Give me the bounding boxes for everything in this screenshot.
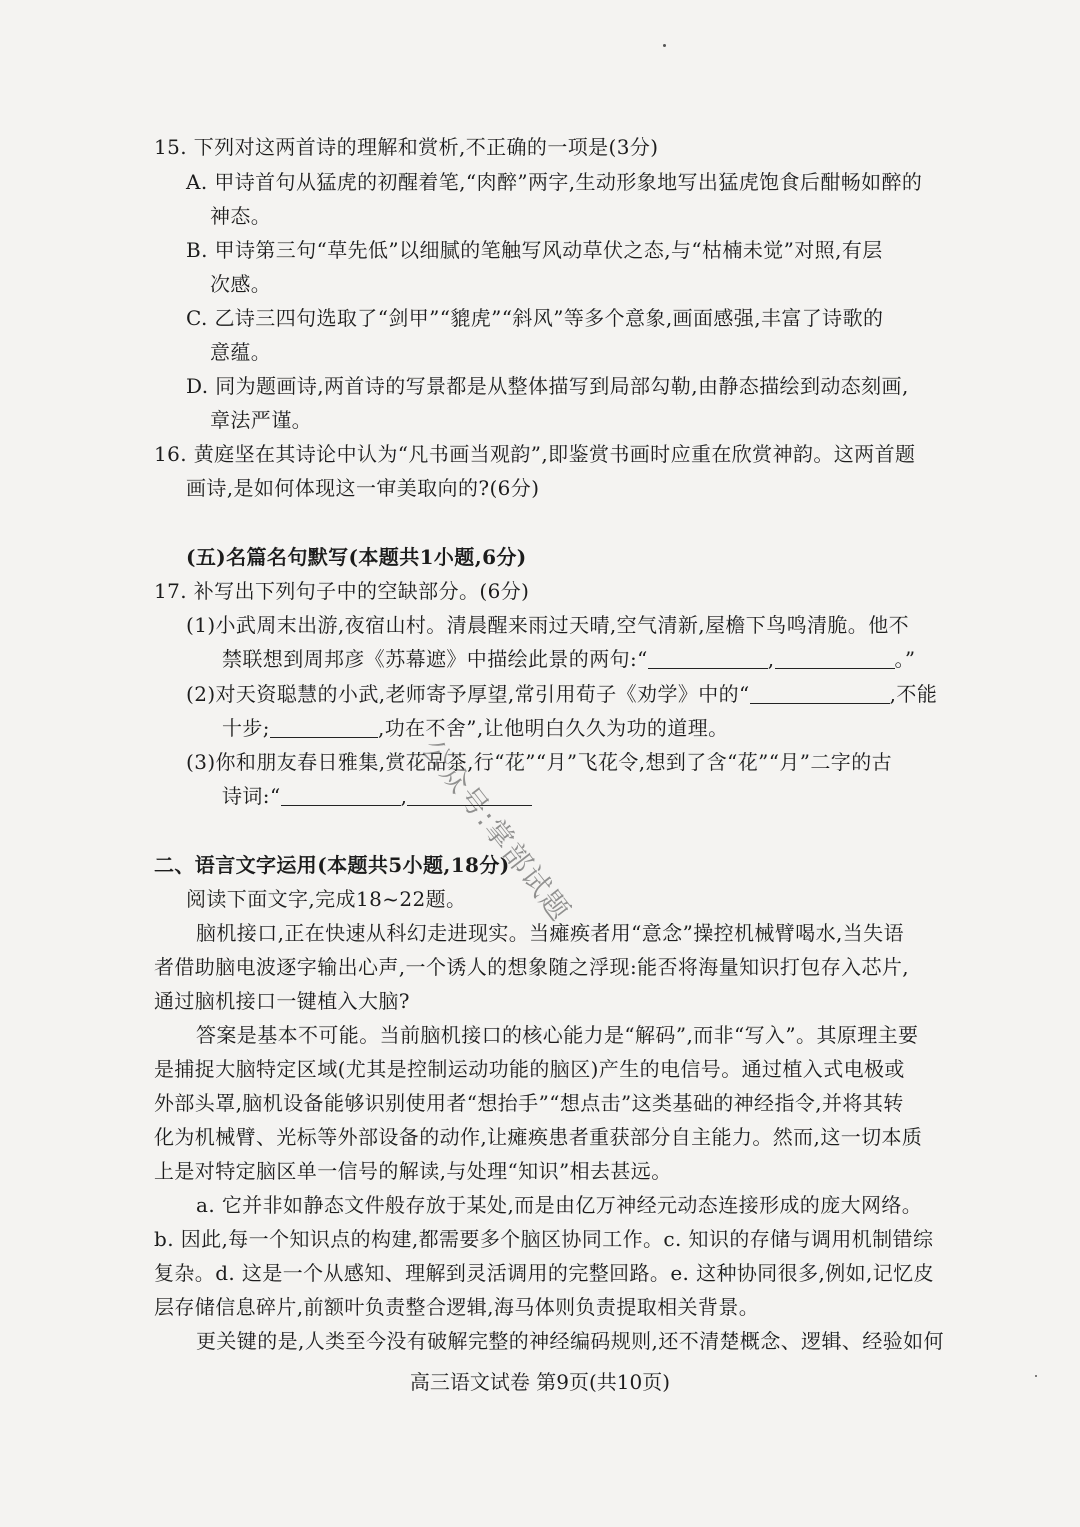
- passage-line: 外部头罩,脑机设备能够识别使用者“想抬手”“想点击”这类基础的神经指令,并将其转: [154, 1091, 904, 1115]
- scan-speck: [663, 44, 666, 47]
- passage-line: b. 因此,每一个知识点的构建,都需要多个脑区协同工作。c. 知识的存储与调用机制错综: [154, 1227, 934, 1251]
- q17-item-2-text: (2)对天资聪慧的小武,老师寄予厚望,常引用荀子《劝学》中的“: [186, 682, 750, 706]
- q15-option-c: C. 乙诗三四句选取了“剑甲”“貔虎”“斜风”等多个意象,画面感强,丰富了诗歌的: [186, 306, 884, 330]
- q17-item-3-text: 诗词:“: [222, 784, 281, 808]
- q16-stem: 16. 黄庭坚在其诗论中认为“凡书画当观韵”,即鉴赏书画时应重在欣赏神韵。这两首题: [154, 442, 916, 466]
- passage-line: 更关键的是,人类至今没有破解完整的神经编码规则,还不清楚概念、逻辑、经验如何: [196, 1329, 944, 1353]
- q15-option-b-cont: 次感。: [210, 272, 272, 296]
- q17-item-1-cont: [222, 644, 916, 674]
- passage-line: a. 它并非如静态文件般存放于某处,而是由亿万神经元动态连接形成的庞大网络。: [196, 1193, 923, 1217]
- comma: ,: [767, 647, 775, 671]
- q17-item-2-end: ,不能: [889, 682, 938, 706]
- q15-option-c-cont: 意蕴。: [210, 340, 272, 364]
- answer-blank[interactable]: [775, 648, 895, 669]
- q17-item-2-text: 十步;: [222, 716, 270, 740]
- q16-stem-cont: 画诗,是如何体现这一审美取向的?(6分): [186, 476, 540, 500]
- passage-line: 化为机械臂、光标等外部设备的动作,让瘫痪患者重获部分自主能力。然而,这一切本质: [154, 1125, 923, 1149]
- passage-line: 层存储信息碎片,前额叶负责整合逻辑,海马体则负责提取相关背景。: [154, 1295, 760, 1319]
- passage-line: 上是对特定脑区单一信号的解读,与处理“知识”相去甚远。: [154, 1159, 672, 1183]
- q17-item-3: (3)你和朋友春日雅集,赏花品茶,行“花”“月”飞花令,想到了含“花”“月”二字的古: [186, 750, 892, 774]
- q17-item-2-cont: [222, 713, 729, 743]
- answer-blank[interactable]: [281, 785, 401, 806]
- passage-line: 者借助脑电波逐字输出心声,一个诱人的想象随之浮现:能否将海量知识打包存入芯片,: [154, 955, 910, 979]
- q15-option-d-cont: 章法严谨。: [210, 408, 312, 432]
- answer-blank[interactable]: [750, 683, 890, 704]
- answer-blank[interactable]: [270, 717, 378, 738]
- passage-line: 复杂。d. 这是一个从感知、理解到灵活调用的完整回路。e. 这种协同很多,例如,记忆皮: [154, 1261, 934, 1285]
- q15-option-a: A. 甲诗首句从猛虎的初醒着笔,“肉醉”两字,生动形象地写出猛虎饱食后酣畅如醉的: [186, 170, 923, 194]
- closing-quote: 。”: [894, 647, 916, 671]
- q15-stem: 15. 下列对这两首诗的理解和赏析,不正确的一项是(3分): [154, 135, 659, 159]
- section-five-title: (五)名篇名句默写(本题共1小题,6分): [186, 545, 527, 569]
- q17-item-1: (1)小武周末出游,夜宿山村。清晨醒来雨过天晴,空气清新,屋檐下鸟鸣清脆。他不: [186, 613, 910, 637]
- part-two-title: 二、语言文字运用(本题共5小题,18分): [154, 853, 510, 877]
- q17-item-2-end: ,功在不舍”,让他明白久久为功的道理。: [377, 716, 729, 740]
- q15-option-b: B. 甲诗第三句“草先低”以细腻的笔触写风动草伏之态,与“枯楠未觉”对照,有层: [186, 238, 883, 262]
- page-footer: 高三语文试卷 第9页(共10页): [409, 1370, 671, 1394]
- q17-stem: 17. 补写出下列句子中的空缺部分。(6分): [154, 579, 530, 603]
- answer-blank[interactable]: [648, 648, 768, 669]
- comma: ,: [400, 784, 408, 808]
- q17-item-2: [186, 679, 937, 709]
- watermark: 公众号:掌部试题: [415, 733, 578, 928]
- q15-option-d: D. 同为题画诗,两首诗的写景都是从整体描写到局部勾勒,由静态描绘到动态刻画,: [186, 374, 909, 398]
- passage-line: 脑机接口,正在快速从科幻走进现实。当瘫痪者用“意念”操控机械臂喝水,当失语: [196, 921, 904, 945]
- q15-option-a-cont: 神态。: [210, 204, 272, 228]
- passage-line: 答案是基本不可能。当前脑机接口的核心能力是“解码”,而非“写入”。其原理主要: [196, 1023, 919, 1047]
- q17-item-1-text: 禁联想到周邦彦《苏幕遮》中描绘此景的两句:“: [222, 647, 648, 671]
- part-two-intro: 阅读下面文字,完成18~22题。: [186, 887, 467, 911]
- passage-line: 是捕捉大脑特定区域(尤其是控制运动功能的脑区)产生的电信号。通过植入式电极或: [154, 1057, 905, 1081]
- passage-line: 通过脑机接口一键植入大脑?: [154, 989, 410, 1013]
